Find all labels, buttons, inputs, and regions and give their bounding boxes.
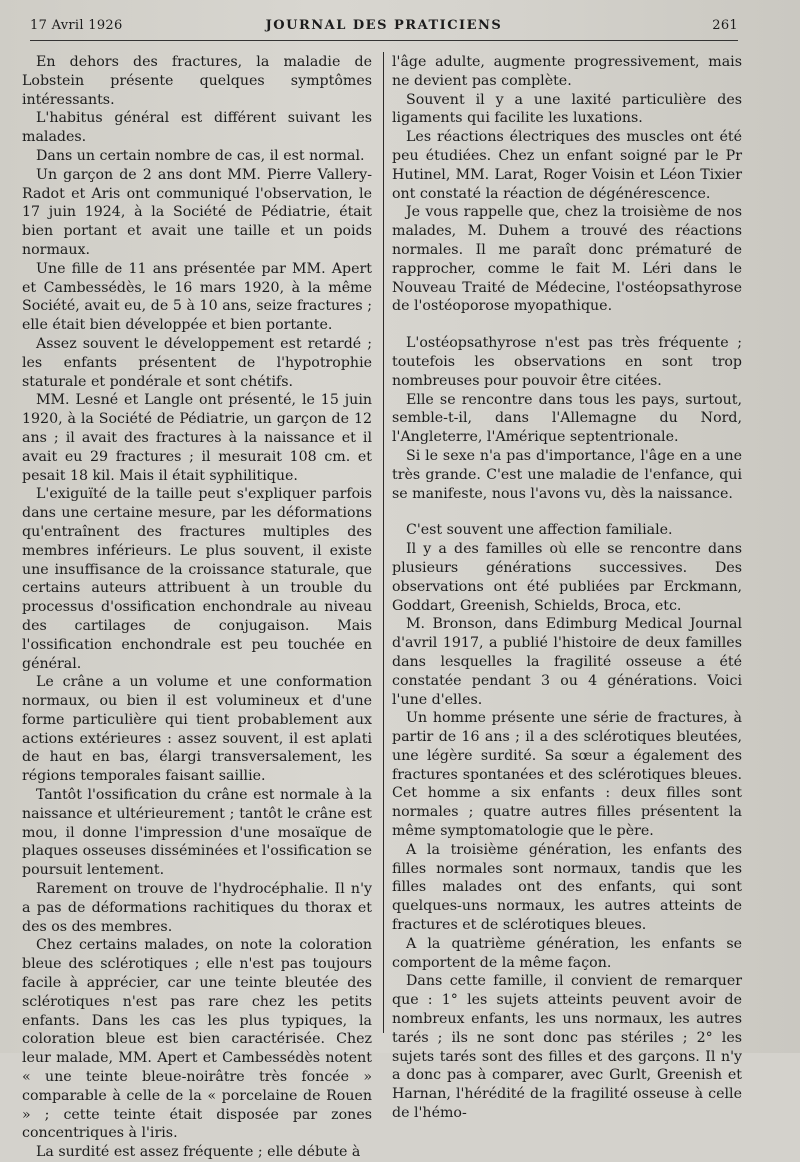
paragraph: L'ostéopsathyrose n'est pas très fréquente ; toutefois les observations en sont trop nombreuses pour pouvoir être citées. — [392, 335, 742, 389]
paragraph: Chez certains malades, on note la coloration bleue des sclérotiques ; elle n'est pas toujours facile à apprécier, car une teinte bleutée des sclérotiques n'est pas rare chez les petits enfants. Dans les cas les plus typiques, la coloration bleue est bien caractérisée. Chez leur malade, MM. Apert et Cambessédès notent « une teinte bleue-noirâtre très foncée » comparable à celle de la « porcelaine de Rouen » ; cette teinte était disposée par zones concentriques à l'iris. — [22, 937, 372, 1142]
left-column — [22, 53, 372, 1162]
paragraph: Rarement on trouve de l'hydrocéphalie. Il n'y a pas de déformations rachitiques du thorax et des os des membres. — [22, 881, 372, 935]
paragraph: La surdité est assez fréquente ; elle débute à — [36, 1144, 361, 1161]
paragraph: Elle se rencontre dans tous les pays, surtout, semble-t-il, dans l'Allemagne du Nord, l'Angleterre, l'Amérique septentrionale. — [392, 391, 742, 446]
paragraph: Tantôt l'ossification du crâne est normale à la naissance et ultérieurement ; tantôt le crâne est mou, il donne l'impression d'une mosaïque de plaques osseuses disséminées et l'ossification se poursuit lentement. — [22, 787, 372, 879]
paragraph: Assez souvent le développement est retardé ; les enfants présentent de l'hypotrophie staturale et pondérale et sont chétifs. — [22, 335, 372, 390]
header-rule — [30, 40, 738, 41]
paragraph: Si le sexe n'a pas d'importance, l'âge en a une très grande. C'est une maladie de l'enfance, qui se manifeste, nous l'avons vu, dès la naissance. — [392, 447, 742, 502]
paragraph: Dans cette famille, il convient de remarquer que : 1° les sujets atteints peuvent avoir de nombreux enfants, les uns normaux, les autres tarés ; ils ne sont donc pas stériles ; 2° les sujets tarés sont des filles et des garçons. Il n'y a donc pas à comparer, avec Gurlt, Greenish et Harnan, l'hérédité de la fragilité osseuse à celle de l'hémo- — [392, 973, 742, 1122]
paragraph: En dehors des fractures, la maladie de Lobstein présente quelques symptômes intéressants. — [22, 54, 372, 108]
paragraph: Dans un certain nombre de cas, il est normal. — [36, 147, 365, 164]
paragraph: M. Bronson, dans Edimburg Medical Journal d'avril 1917, a publié l'histoire de deux familles dans lesquelles la fragilité osseuse a été constatée pendant 3 ou 4 générations. Voici l'une d'elles. — [392, 616, 742, 708]
paragraph: L'habitus général est différent suivant les malades. — [22, 110, 372, 146]
paragraph: L'exiguïté de la taille peut s'expliquer parfois dans une certaine mesure, par les déformations qu'entraînent des fractures multiples des membres inférieurs. Le plus souvent, il existe une insuffisance de la croissance staturale, que certains auteurs attribuent à un trouble du processus d'ossification enchondrale au niveau des cartilages de conjugaison. Mais l'ossification enchondrale est peu touchée en général. — [22, 486, 372, 672]
paragraph: Il y a des familles où elle se rencontre dans plusieurs générations successives. Des observations ont été publiées par Erckmann, Goddart, Greenish, Schields, Broca, etc. — [392, 541, 742, 614]
page-header — [30, 18, 738, 40]
paragraph: A la quatrième génération, les enfants se comportent de la même façon. — [392, 935, 742, 971]
paragraph: A la troisième génération, les enfants des filles normales sont normaux, tandis que les filles malades ont des enfants, qui sont quelques-uns normaux, les autres atteints de fractures et de sclérotiques bleues. — [392, 841, 742, 934]
paragraph: Un garçon de 2 ans dont MM. Pierre Vallery-Radot et Aris ont communiqué l'observation, le 17 juin 1924, à la Société de Pédiatrie, était bien portant et avait une taille et un poids normaux. — [22, 166, 372, 258]
paragraph: C'est souvent une affection familiale. — [406, 522, 673, 539]
issue-date: 17 Avril 1926 — [30, 18, 123, 33]
paragraph: MM. Lesné et Langle ont présenté, le 15 juin 1920, à la Société de Pédiatrie, un garçon de 12 ans ; il avait des fractures à la naissance et il avait eu 29 fractures ; il mesurait 108 cm. et pesait 18 kil. Mais il était syphilitique. — [22, 392, 372, 484]
column-divider — [383, 52, 384, 1033]
paragraph: Le crâne a un volume et une conformation normaux, ou bien il est volumineux et d'une forme particulière qui tient probablement aux actions extérieures : assez souvent, il est aplati de haut en bas, élargi transversalement, les régions temporales faisant saillie. — [22, 674, 372, 785]
paragraph: Une fille de 11 ans présentée par MM. Apert et Cambessédès, le 16 mars 1920, à la même Société, avait eu, de 5 à 10 ans, seize fractures ; elle était bien développée et bien portante. — [22, 260, 372, 334]
journal-title: JOURNAL DES PRATICIENS — [265, 18, 503, 33]
page-number: 261 — [712, 18, 738, 33]
paragraph: Les réactions électriques des muscles ont été peu étudiées. Chez un enfant soigné par le Pr Hutinel, MM. Larat, Roger Voisin et Léon Tixier ont constaté la réaction de dégénérescence. — [392, 129, 742, 202]
paragraph: Souvent il y a une laxité particulière des ligaments qui facilite les luxations. — [392, 91, 742, 127]
paragraph: Un homme présente une série de fractures, à partir de 16 ans ; il a des sclérotiques bleutées, une légère surdité. Sa sœur a également des fractures spontanées et des sclérotiques bleues. Cet homme a six enfants : deux filles sont normales ; quatre autres filles présentent la même symptomatologie que le père. — [392, 710, 742, 840]
paragraph: Je vous rappelle que, chez la troisième de nos malades, M. Duhem a trouvé des réactions normales. Il me paraît donc prématuré de rapprocher, comme le fait M. Léri dans le Nouveau Traité de Médecine, l'ostéopsathyrose de l'ostéoporose myopathique. — [392, 204, 742, 315]
right-column — [392, 53, 742, 1123]
paragraph: l'âge adulte, augmente progressivement, mais ne devient pas complète. — [392, 54, 742, 89]
